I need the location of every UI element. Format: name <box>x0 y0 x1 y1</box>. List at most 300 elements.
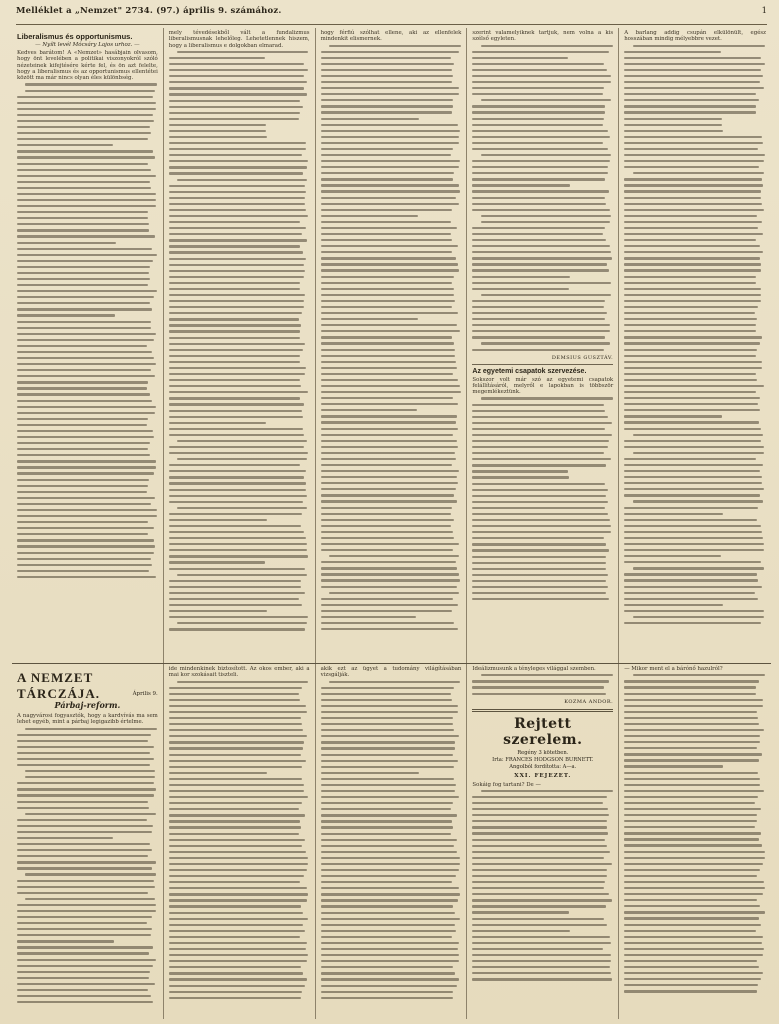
text-line <box>624 69 761 71</box>
text-line <box>17 400 152 402</box>
text-line <box>321 997 453 999</box>
serial-chapter: XXI. FEJEZET. <box>514 772 572 779</box>
text-line <box>472 501 608 503</box>
text-line <box>169 760 306 762</box>
article-body-lines <box>472 397 613 600</box>
text-line <box>321 729 455 731</box>
text-line <box>169 75 305 77</box>
text-line <box>624 63 764 65</box>
text-line <box>481 154 611 156</box>
text-line <box>321 415 458 417</box>
text-line <box>321 845 455 847</box>
text-line <box>169 729 303 731</box>
text-line <box>624 765 723 767</box>
text-line <box>169 754 301 756</box>
text-line <box>624 838 759 840</box>
text-line <box>169 81 307 83</box>
text-line <box>624 57 760 59</box>
serial-lead: Sokáig fog tartani? De — <box>472 781 541 788</box>
text-line <box>321 802 454 804</box>
text-line <box>169 954 308 956</box>
text-line <box>321 482 458 484</box>
text-line <box>624 421 759 423</box>
text-line <box>17 977 149 979</box>
text-line <box>169 717 301 719</box>
text-line <box>481 215 611 217</box>
text-line <box>25 813 155 815</box>
text-line <box>624 288 761 290</box>
text-line <box>472 826 607 828</box>
text-line <box>169 379 300 381</box>
text-line <box>17 497 155 499</box>
text-line <box>624 790 764 792</box>
feuilleton-body-lines <box>17 728 158 1004</box>
text-line <box>624 257 760 259</box>
text-line <box>472 458 611 460</box>
text-line <box>321 300 456 302</box>
text-line <box>321 99 453 101</box>
text-line <box>321 561 457 563</box>
text-line <box>169 142 306 144</box>
text-line <box>624 978 761 980</box>
text-line <box>321 318 419 320</box>
text-line <box>624 464 763 466</box>
text-line <box>321 766 454 768</box>
text-line <box>321 543 459 545</box>
text-line <box>624 759 758 761</box>
text-line <box>169 561 265 563</box>
text-line <box>169 306 305 308</box>
text-line <box>472 288 568 290</box>
text-line <box>169 616 308 618</box>
text-line <box>17 928 152 930</box>
text-line <box>17 406 156 408</box>
text-line <box>633 434 763 436</box>
text-line <box>472 93 603 95</box>
text-line <box>624 336 761 338</box>
text-line <box>17 819 147 821</box>
text-line <box>472 136 610 138</box>
text-line <box>17 983 155 985</box>
text-line <box>17 430 153 432</box>
text-line <box>17 211 148 213</box>
text-line <box>624 686 755 688</box>
text-line <box>624 820 757 822</box>
text-line <box>624 397 760 399</box>
text-line <box>472 330 609 332</box>
text-line <box>624 251 763 253</box>
text-line <box>17 952 149 954</box>
text-line <box>321 537 455 539</box>
text-line <box>169 741 304 743</box>
text-line <box>624 239 756 241</box>
text-line <box>169 833 299 835</box>
text-line <box>321 197 456 199</box>
text-line <box>169 258 307 260</box>
text-line <box>624 857 764 859</box>
text-line <box>472 324 610 326</box>
text-line <box>624 349 757 351</box>
text-line <box>624 148 758 150</box>
column-body-lines <box>472 45 613 351</box>
text-line <box>321 269 460 271</box>
text-line <box>17 965 153 967</box>
section-divider <box>472 364 613 365</box>
text-line <box>321 628 458 630</box>
text-line <box>321 567 457 569</box>
text-line <box>321 881 453 883</box>
text-line <box>17 266 150 268</box>
text-line <box>25 873 155 875</box>
text-line <box>169 845 303 847</box>
text-line <box>169 814 305 816</box>
text-line <box>624 555 721 557</box>
text-line <box>17 1001 153 1003</box>
text-line <box>624 802 755 804</box>
text-line <box>17 904 156 906</box>
text-line <box>169 997 301 999</box>
text-line <box>169 233 302 235</box>
text-line <box>321 579 461 581</box>
lower-column-3 <box>316 664 468 1019</box>
text-line <box>17 387 147 389</box>
text-line <box>624 735 760 737</box>
text-line <box>169 687 302 689</box>
text-line <box>624 99 759 101</box>
text-line <box>17 108 156 110</box>
text-line <box>624 814 757 816</box>
text-line <box>624 136 762 138</box>
text-line <box>472 549 608 551</box>
lower-column-4 <box>467 664 619 1019</box>
text-line <box>17 758 154 760</box>
text-line <box>17 169 151 171</box>
lower-column-2 <box>164 664 316 1019</box>
text-line <box>472 966 609 968</box>
text-line <box>321 912 455 914</box>
text-line <box>321 452 456 454</box>
text-line <box>17 861 156 863</box>
text-line <box>472 404 603 406</box>
text-line <box>321 373 453 375</box>
text-line <box>17 114 153 116</box>
text-line <box>633 616 764 618</box>
text-line <box>472 111 604 113</box>
text-line <box>17 424 147 426</box>
text-line <box>472 203 605 205</box>
text-line <box>169 215 308 217</box>
text-line <box>17 764 150 766</box>
text-line <box>321 966 453 968</box>
text-line <box>169 391 308 393</box>
text-line <box>169 839 305 841</box>
text-line <box>169 166 307 168</box>
text-line <box>169 482 306 484</box>
text-line <box>624 330 756 332</box>
column-body-lines <box>169 51 310 631</box>
text-line <box>624 282 756 284</box>
text-line <box>472 537 604 539</box>
text-line <box>321 355 456 357</box>
text-line <box>624 221 762 223</box>
text-line <box>169 282 300 284</box>
text-line <box>17 272 149 274</box>
text-line <box>624 482 762 484</box>
text-line <box>169 705 307 707</box>
text-line <box>624 525 760 527</box>
text-line <box>472 428 605 430</box>
text-line <box>17 539 154 541</box>
column-body-lines <box>321 681 462 999</box>
text-line <box>17 321 151 323</box>
text-line <box>321 239 453 241</box>
masthead-title: Melléklet a „Nemzet" 2734. (97.) április 9. számához. <box>16 6 282 16</box>
text-line <box>17 460 156 462</box>
text-line <box>321 549 454 551</box>
text-line <box>633 674 765 676</box>
text-line <box>321 233 451 235</box>
text-line <box>624 729 764 731</box>
text-line <box>321 476 458 478</box>
text-line <box>472 832 608 834</box>
text-line <box>624 772 758 774</box>
text-line <box>624 936 763 938</box>
text-line <box>472 190 608 192</box>
text-line <box>624 778 760 780</box>
text-line <box>169 446 305 448</box>
text-line <box>321 385 461 387</box>
text-line <box>17 867 152 869</box>
text-line <box>169 735 308 737</box>
text-line <box>25 898 155 900</box>
text-line <box>169 513 302 515</box>
text-line <box>169 784 304 786</box>
text-line <box>624 753 762 755</box>
text-line <box>169 863 308 865</box>
text-line <box>321 525 452 527</box>
text-line <box>624 705 763 707</box>
text-line <box>17 327 151 329</box>
text-line <box>624 111 756 113</box>
text-line <box>624 863 763 865</box>
text-line <box>177 179 307 181</box>
text-line <box>169 172 303 174</box>
text-line <box>17 199 156 201</box>
text-line <box>321 924 455 926</box>
text-line <box>169 452 308 454</box>
text-line <box>472 470 568 472</box>
text-line <box>321 160 460 162</box>
text-line <box>321 130 461 132</box>
text-line <box>17 807 149 809</box>
text-line <box>169 723 302 725</box>
text-line <box>321 808 451 810</box>
text-line <box>169 63 304 65</box>
text-line <box>17 156 155 158</box>
text-line <box>624 972 763 974</box>
text-line <box>481 342 611 344</box>
text-line <box>633 567 764 569</box>
text-line <box>624 227 758 229</box>
text-line <box>321 93 459 95</box>
text-line <box>169 489 306 491</box>
text-line <box>169 288 300 290</box>
text-line <box>169 924 303 926</box>
text-line <box>321 954 460 956</box>
text-line <box>472 942 610 944</box>
text-line <box>472 930 570 932</box>
text-line <box>624 190 761 192</box>
text-line <box>17 922 147 924</box>
text-line <box>169 251 303 253</box>
text-line <box>624 142 762 144</box>
text-line <box>169 796 308 798</box>
text-line <box>169 610 267 612</box>
text-line <box>321 136 459 138</box>
text-line <box>17 187 151 189</box>
text-line <box>17 971 150 973</box>
text-line <box>624 622 761 624</box>
feuilleton-lead: A nagyvárosi fogyasztók, hogy a kardvívás ma sem lehet egyéb, mint a párbaj legigazibb értelme. <box>17 713 158 726</box>
text-line <box>472 869 606 871</box>
text-line <box>624 592 755 594</box>
text-line <box>17 801 148 803</box>
text-line <box>17 752 150 754</box>
text-line <box>17 132 151 134</box>
text-line <box>169 543 307 545</box>
text-line <box>169 361 300 363</box>
text-line <box>169 592 305 594</box>
text-line <box>321 166 459 168</box>
text-line <box>17 412 155 414</box>
text-line <box>169 69 308 71</box>
text-line <box>624 954 763 956</box>
text-line <box>624 549 764 551</box>
text-line <box>472 422 611 424</box>
text-line <box>329 681 460 683</box>
text-line <box>169 428 303 430</box>
text-line <box>17 102 156 104</box>
text-line <box>169 300 305 302</box>
column-lead: — Mikor ment el a bárónő hazulról? <box>624 666 723 672</box>
text-line <box>169 699 300 701</box>
text-line <box>321 63 455 65</box>
section-divider <box>472 709 613 712</box>
text-line <box>472 808 608 810</box>
text-line <box>321 470 459 472</box>
text-line <box>169 549 307 551</box>
text-line <box>329 555 459 557</box>
text-line <box>17 357 154 359</box>
text-line <box>472 525 610 527</box>
text-line <box>321 172 454 174</box>
text-line <box>17 254 157 256</box>
text-line <box>321 494 454 496</box>
text-line <box>17 448 148 450</box>
text-line <box>169 693 299 695</box>
text-line <box>481 45 613 47</box>
text-line <box>624 391 756 393</box>
text-line <box>17 880 154 882</box>
text-line <box>624 458 756 460</box>
text-line <box>321 111 453 113</box>
text-line <box>321 440 458 442</box>
text-line <box>17 503 151 505</box>
text-line <box>17 916 152 918</box>
text-line <box>169 337 300 339</box>
text-line <box>321 507 452 509</box>
text-line <box>321 446 458 448</box>
text-line <box>169 343 306 345</box>
text-line <box>17 825 153 827</box>
text-line <box>624 869 760 871</box>
text-line <box>624 579 757 581</box>
text-line <box>624 747 757 749</box>
text-line <box>481 674 613 676</box>
text-line <box>17 886 155 888</box>
text-line <box>481 790 613 792</box>
column-lead: szerint valamelyiknek tartjuk, nem volna a kis szélső egyleten. <box>472 30 614 43</box>
text-line <box>169 397 300 399</box>
text-line <box>472 410 605 412</box>
text-line <box>472 936 610 938</box>
text-line <box>321 215 418 217</box>
text-line <box>472 245 610 247</box>
text-line <box>17 442 150 444</box>
text-line <box>169 160 308 162</box>
text-line <box>169 355 301 357</box>
text-line <box>472 531 610 533</box>
text-line <box>17 855 148 857</box>
text-line <box>169 869 307 871</box>
text-line <box>481 294 611 296</box>
text-line <box>17 843 150 845</box>
text-line <box>633 500 764 502</box>
text-line <box>472 148 607 150</box>
text-line <box>624 130 723 132</box>
article-body-lines <box>17 83 158 578</box>
text-line <box>321 586 457 588</box>
text-line <box>17 454 150 456</box>
masthead <box>16 6 767 25</box>
text-line <box>169 820 301 822</box>
text-line <box>321 985 457 987</box>
text-line <box>17 849 152 851</box>
text-line <box>169 985 305 987</box>
text-line <box>17 564 152 566</box>
text-line <box>17 989 148 991</box>
text-line <box>169 57 265 59</box>
text-line <box>169 227 306 229</box>
text-line <box>472 954 610 956</box>
text-line <box>321 330 461 332</box>
text-line <box>321 87 460 89</box>
text-line <box>624 507 758 509</box>
upper-column-5 <box>619 28 771 663</box>
text-line <box>321 178 454 180</box>
text-line <box>321 899 459 901</box>
text-line <box>472 464 606 466</box>
text-line <box>624 215 756 217</box>
column-lead: mely tévedésekből vált a fundalizmus liberalismusnak lehelőleg. Lehetetlennek hiszem, hogy a liberalismus e dolgokban elmarad. <box>168 30 310 49</box>
text-line <box>321 778 454 780</box>
text-line <box>321 336 453 338</box>
text-line <box>321 342 454 344</box>
text-line <box>169 495 307 497</box>
text-line <box>472 924 606 926</box>
text-line <box>177 507 307 509</box>
lower-column-1 <box>12 664 164 1019</box>
